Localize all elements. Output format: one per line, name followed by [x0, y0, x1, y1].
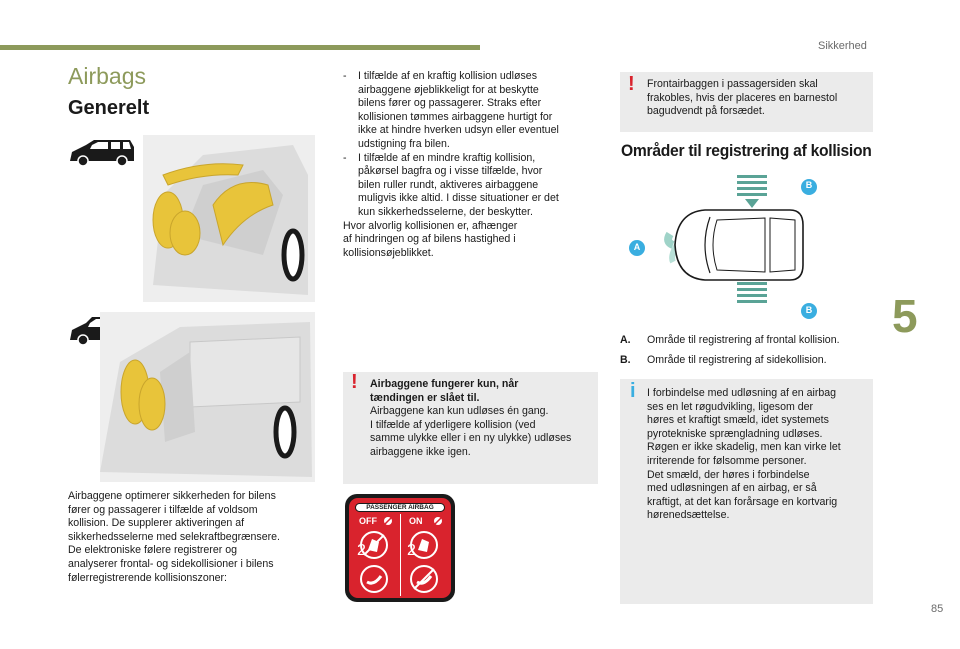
body-line: kollisionsøjeblikket. [343, 246, 434, 259]
warning-box-child-seat [620, 72, 873, 132]
intro-line: sikkerhedsselerne med selekraftbegrænsere. [68, 530, 280, 543]
warning-line: Frontairbaggen i passagersiden skal [647, 78, 818, 90]
marker-a: A [633, 242, 641, 252]
page-title: Airbags [68, 63, 146, 89]
page-number: 85 [931, 603, 944, 615]
section-name: Sikkerhed [818, 40, 867, 52]
warning-bold-line: Airbaggene fungerer kun, når [370, 378, 519, 390]
airbag-on-icon [433, 516, 443, 526]
intro-paragraph [68, 490, 313, 585]
passenger-airbag-label: PASSENGER AIRBAG [355, 503, 445, 512]
warning-line: I tilfælde af yderligere kollision (ved [370, 418, 536, 431]
info-line: irriterende for følsomme personer. [647, 454, 807, 467]
legend-text: Område til registrering af frontal kollision. [647, 334, 840, 346]
warning-line: Airbaggene kan kun udløses én gang. [370, 405, 549, 418]
collision-zones-diagram [625, 170, 825, 320]
zones-legend [620, 334, 880, 366]
info-line: Røgen er ikke skadelig, men kan virke let [647, 441, 841, 454]
body-line: Hvor alvorlig kollisionen er, afhænger [343, 219, 518, 232]
on-label: ON [409, 516, 423, 526]
seat-number-on: 2 [407, 542, 416, 559]
warning-box-airbags [343, 372, 598, 484]
info-line: ses en let røgudvikling, ligesom der [647, 400, 814, 413]
intro-line: De elektroniske følere registrerer og [68, 544, 237, 557]
legend-item [620, 354, 880, 366]
bullet-list [343, 70, 598, 260]
seat-number-off: 2 [357, 542, 366, 559]
bullet-line: I tilfælde af en mindre kraftig kollision, [358, 151, 536, 164]
intro-line: analyserer frontal- og sidekollisioner i bilens [68, 557, 274, 570]
intro-line: følerregistrerende kollisionszoner: [68, 571, 227, 584]
bullet-line: I tilfælde af en kraftig kollision udløses [358, 70, 537, 82]
legend-text: Område til registrering af sidekollision. [647, 354, 827, 366]
bullet-line: bilen ruller rundt, aktiveres airbaggene [358, 178, 539, 191]
airbag-illustration-front [143, 135, 315, 302]
mpv-silhouette-icon [68, 137, 136, 167]
marker-b-bottom: B [805, 305, 813, 315]
bullet-line: udstigning fra bilen. [358, 137, 450, 150]
zones-title: Områder til registrering af kollision [621, 141, 872, 160]
header-accent-bar [0, 45, 480, 50]
seat-airbag-on-icon [409, 564, 439, 594]
chapter-number: 5 [892, 290, 918, 342]
legend-key: A. [620, 334, 631, 346]
info-line: hørenedsættelse. [647, 509, 730, 522]
bullet-line: airbaggene øjeblikkeligt for at beskytte [358, 83, 539, 96]
warning-line: airbaggene ikke igen. [370, 445, 471, 458]
bullet-line: bilens fører og passagerer. Straks efter [358, 97, 542, 110]
info-line: pyrotekniske sprængladning udløses. [647, 427, 823, 440]
bullet-item [343, 152, 598, 220]
info-line: Det smæld, der høres i forbindelse [647, 468, 810, 481]
bullet-dash: - [343, 151, 347, 164]
info-line: I forbindelse med udløsning af en airbag [647, 387, 837, 399]
passenger-airbag-panel [345, 494, 455, 602]
bullet-line: kollisionen tømmes airbaggene hurtigt for [358, 110, 553, 123]
bullet-line: kun sikkerhedsselerne, der beskytter. [358, 205, 533, 218]
warning-line: frakobles, hvis der placeres en barnestol [647, 91, 838, 104]
info-line: høres et kraftigt smæld, idet systemets [647, 414, 829, 427]
warning-icon: ! [351, 371, 358, 393]
legend-item [620, 334, 880, 346]
bullet-dash: - [343, 70, 347, 82]
bullet-item [343, 70, 598, 152]
intro-line: fører og passagerer i tilfælde af voldsom [68, 503, 258, 516]
legend-key: B. [620, 354, 631, 366]
seat-airbag-off-icon [359, 564, 389, 594]
panel-divider [400, 514, 401, 596]
airbag-off-icon [383, 516, 393, 526]
warning-line: bagudvendt på forsædet. [647, 105, 765, 118]
info-icon: i [630, 380, 636, 402]
warning-icon: ! [628, 73, 635, 95]
airbag-illustration-van [100, 312, 315, 482]
info-line: kraftigt, at det kan forårsage en kortvarig [647, 495, 838, 508]
info-box-smoke [620, 379, 873, 604]
bullet-line: muligvis ikke altid. I disse situationer er det [358, 192, 559, 205]
bullet-line: ikke at hindre hverken udsyn eller eventuel [358, 124, 559, 137]
warning-bold-line: tændingen er slået til. [370, 391, 480, 404]
info-line: med udløsningen af en airbag, er så [647, 482, 817, 495]
intro-line: kollision. De supplerer aktiveringen af [68, 517, 245, 530]
intro-line: Airbaggene optimerer sikkerheden for bilens [68, 490, 276, 502]
page-subtitle: Generelt [68, 97, 150, 119]
warning-line: samme ulykke eller i en ny ulykke) udløses [370, 432, 572, 445]
marker-b-top: B [805, 180, 813, 190]
off-label: OFF [359, 516, 377, 526]
body-line: af hindringen og af bilens hastighed i [343, 233, 516, 246]
bullet-line: påkørsel bagfra og i visse tilfælde, hvor [358, 165, 543, 178]
